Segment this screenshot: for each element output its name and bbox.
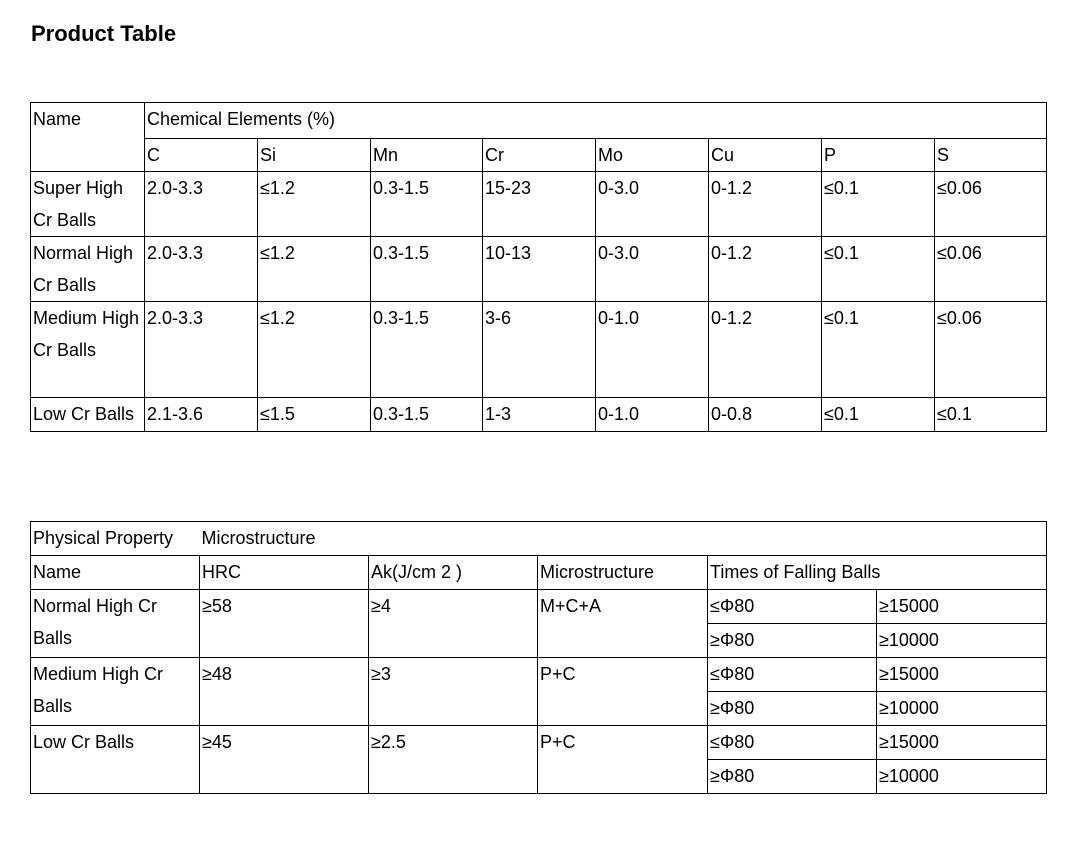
cell-fall-times: ≥10000 [877, 624, 1047, 658]
cell-fall-times: ≥10000 [877, 692, 1047, 726]
physical-property-table [30, 521, 1047, 794]
cell-si: ≤1.2 [258, 237, 371, 302]
cell-mn: 0.3-1.5 [371, 172, 483, 237]
cell-si: ≤1.2 [258, 302, 371, 398]
row-name: Normal High Cr Balls [31, 590, 200, 658]
cell-cu: 0-0.8 [709, 398, 822, 432]
row-name: Low Cr Balls [31, 398, 145, 432]
table-row [31, 658, 1047, 692]
row-name: Normal High Cr Balls [31, 237, 145, 302]
cell-c: 2.0-3.3 [145, 302, 258, 398]
element-header-c: C [145, 139, 258, 172]
element-header-p: P [822, 139, 935, 172]
row-name: Medium High Cr Balls [31, 658, 200, 726]
chem-header-row [31, 103, 1047, 139]
element-header-cu: Cu [709, 139, 822, 172]
cell-p: ≤0.1 [822, 302, 935, 398]
cell-ak: ≥4 [369, 590, 538, 658]
page-title: Product Table [31, 21, 177, 46]
cell-fall-times: ≥15000 [877, 590, 1047, 624]
cell-p: ≤0.1 [822, 398, 935, 432]
cell-hrc: ≥58 [200, 590, 369, 658]
cell-fall-times: ≥15000 [877, 658, 1047, 692]
element-header-cr: Cr [483, 139, 596, 172]
cell-cu: 0-1.2 [709, 237, 822, 302]
cell-mn: 0.3-1.5 [371, 302, 483, 398]
name-column-header: Name [31, 556, 200, 590]
element-header-mo: Mo [596, 139, 709, 172]
row-name: Super High Cr Balls [31, 172, 145, 237]
microstructure-group-header: Microstructure [200, 522, 1047, 556]
cell-mo: 0-3.0 [596, 172, 709, 237]
cell-ball-size: ≥Φ80 [708, 624, 877, 658]
cell-s: ≤0.06 [935, 302, 1047, 398]
cell-s: ≤0.06 [935, 237, 1047, 302]
element-header-mn: Mn [371, 139, 483, 172]
cell-microstructure: P+C [538, 658, 708, 726]
cell-cr: 10-13 [483, 237, 596, 302]
cell-microstructure: M+C+A [538, 590, 708, 658]
cell-mo: 0-3.0 [596, 237, 709, 302]
cell-ak: ≥2.5 [369, 726, 538, 794]
row-name: Medium High Cr Balls [31, 302, 145, 398]
cell-ball-size: ≥Φ80 [708, 760, 877, 794]
hrc-column-header: HRC [200, 556, 369, 590]
chem-name-header: Name [31, 103, 145, 172]
cell-cr: 15-23 [483, 172, 596, 237]
cell-mo: 0-1.0 [596, 302, 709, 398]
cell-cr: 1-3 [483, 398, 596, 432]
cell-c: 2.1-3.6 [145, 398, 258, 432]
cell-mn: 0.3-1.5 [371, 237, 483, 302]
cell-c: 2.0-3.3 [145, 172, 258, 237]
cell-ak: ≥3 [369, 658, 538, 726]
chem-element-row [31, 139, 1047, 172]
cell-cu: 0-1.2 [709, 302, 822, 398]
cell-hrc: ≥45 [200, 726, 369, 794]
table-row [31, 237, 1047, 302]
chemical-elements-table [30, 102, 1047, 432]
cell-ball-size: ≤Φ80 [708, 726, 877, 760]
table-row [31, 590, 1047, 624]
cell-c: 2.0-3.3 [145, 237, 258, 302]
cell-ball-size: ≤Φ80 [708, 658, 877, 692]
cell-ball-size: ≥Φ80 [708, 692, 877, 726]
phys-column-row [31, 556, 1047, 590]
falling-balls-column-header: Times of Falling Balls [708, 556, 1047, 590]
cell-cu: 0-1.2 [709, 172, 822, 237]
cell-si: ≤1.5 [258, 398, 371, 432]
cell-fall-times: ≥10000 [877, 760, 1047, 794]
table-row [31, 398, 1047, 432]
cell-s: ≤0.1 [935, 398, 1047, 432]
physical-property-header: Physical Property [31, 522, 200, 556]
cell-p: ≤0.1 [822, 172, 935, 237]
cell-mn: 0.3-1.5 [371, 398, 483, 432]
cell-mo: 0-1.0 [596, 398, 709, 432]
cell-p: ≤0.1 [822, 237, 935, 302]
table-row [31, 302, 1047, 398]
row-name: Low Cr Balls [31, 726, 200, 794]
cell-s: ≤0.06 [935, 172, 1047, 237]
cell-microstructure: P+C [538, 726, 708, 794]
table-row [31, 172, 1047, 237]
cell-si: ≤1.2 [258, 172, 371, 237]
microstructure-column-header: Microstructure [538, 556, 708, 590]
table-row [31, 726, 1047, 760]
cell-cr: 3-6 [483, 302, 596, 398]
ak-column-header: Ak(J/cm 2 ) [369, 556, 538, 590]
element-header-s: S [935, 139, 1047, 172]
cell-ball-size: ≤Φ80 [708, 590, 877, 624]
chem-group-header: Chemical Elements (%) [145, 103, 1047, 139]
element-header-si: Si [258, 139, 371, 172]
cell-hrc: ≥48 [200, 658, 369, 726]
phys-header-row [31, 522, 1047, 556]
cell-fall-times: ≥15000 [877, 726, 1047, 760]
